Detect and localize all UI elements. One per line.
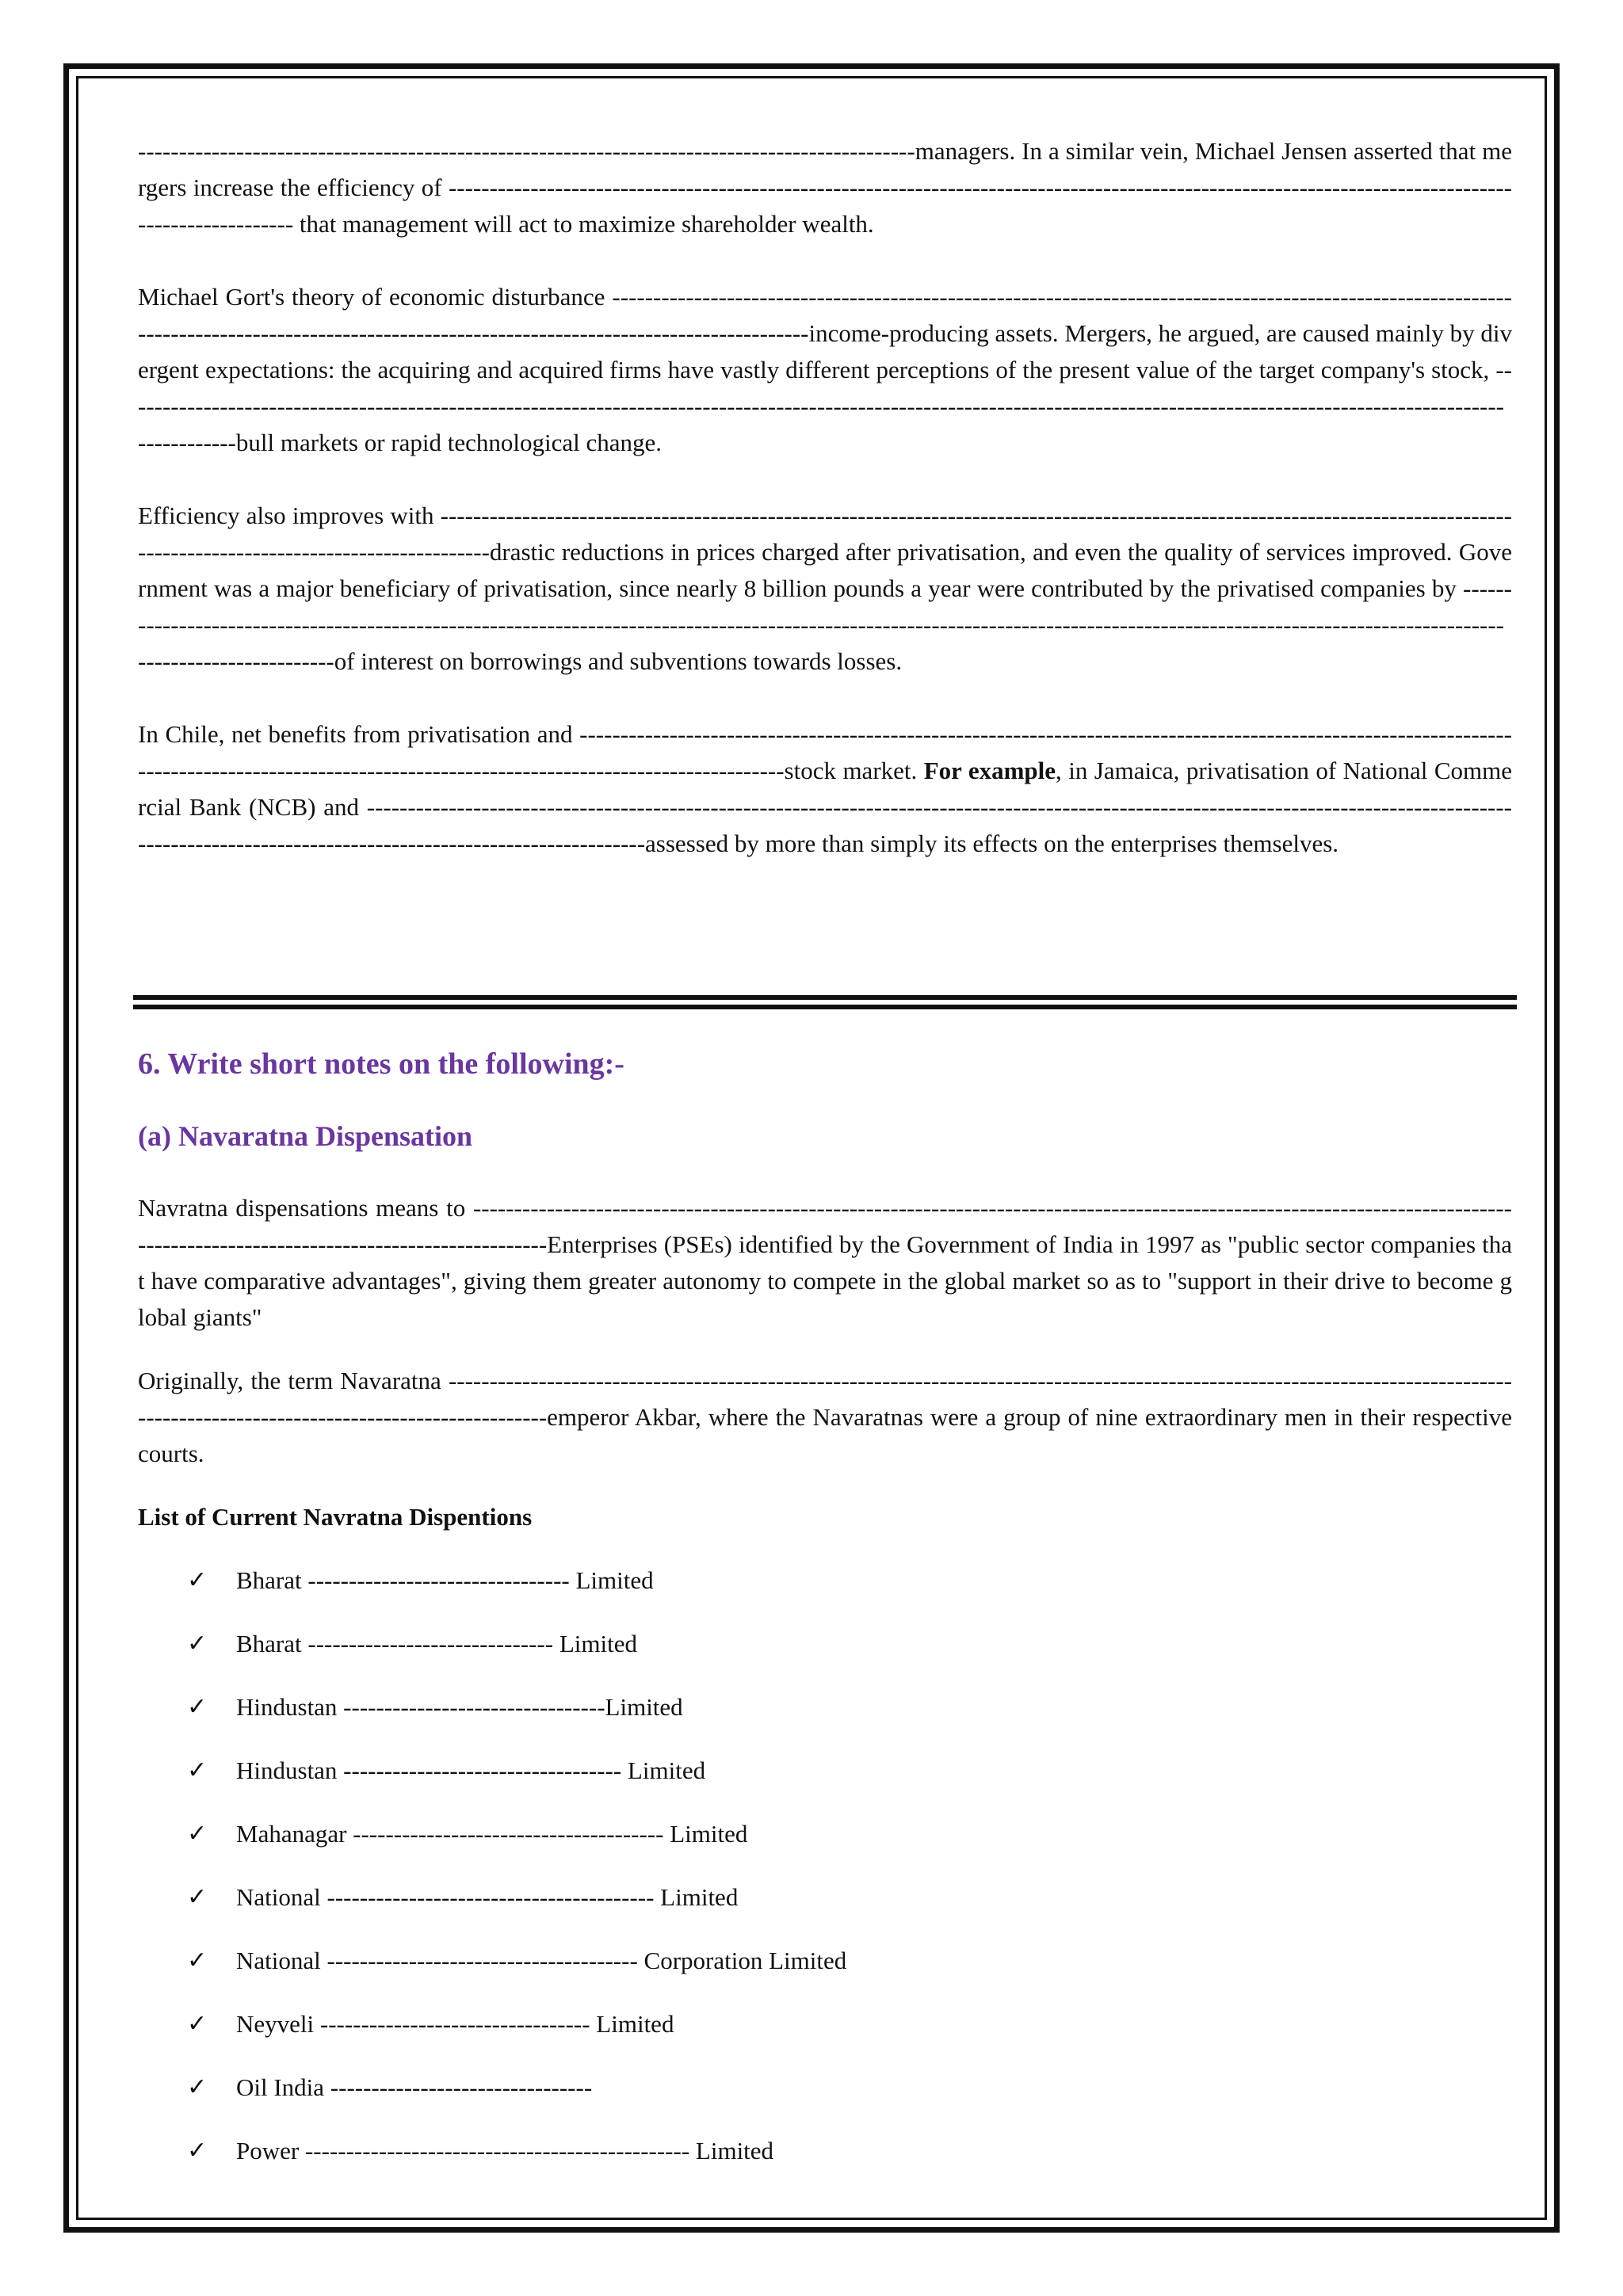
- checkmark-icon: ✓: [187, 1883, 208, 1911]
- list-item: [138, 2006, 1512, 2069]
- section-divider-bottom: [133, 1005, 1517, 1009]
- checkmark-icon: ✓: [187, 2137, 208, 2164]
- list-item-text: Bharat -------------------------------- Limited: [236, 1566, 654, 1594]
- list-item-text: National -------------------------------------- Corporation Limited: [236, 1947, 847, 1974]
- list-item-text: Hindustan --------------------------------Limited: [236, 1693, 683, 1721]
- for-example-bold: For example: [923, 757, 1056, 784]
- checkmark-icon: ✓: [187, 1756, 208, 1784]
- list-item: [138, 1943, 1512, 2006]
- paragraph-gort: Michael Gort's theory of economic disturbance ------------------------------------------------------------------------------------------------------------------------------------------------------------------------------------------------income-producing assets. Mergers, he argued, are caused mainly by divergent expectations: the acquiring and acquired firms have vastly different perceptions of the present value of the target company's stock, -------------------------------------------------------------------------------------------------------------------------------------------------------------------------------------bull markets or rapid technological change.: [138, 283, 1512, 456]
- section-heading: 6. Write short notes on the following:-: [138, 1047, 624, 1081]
- paragraph-navratna-origin: Originally, the term Navaratna ------------------------------------------------------------------------------------------------------------------------------------------------------------------------------------emperor Akbar, where the Navaratnas were a group of nine extraordinary men in their respective courts.: [138, 1367, 1512, 1467]
- page-content-bottom: [138, 1046, 1512, 2196]
- checkmark-icon: ✓: [187, 1693, 208, 1721]
- paragraph-navratna-def: Navratna dispensations means to ---------------------------------------------------------------------------------------------------------------------------------------------------------------------------------Enterprises (PSEs) identified by the Government of India in 1997 as "public sector companies that have comparative advantages", giving them greater autonomy to compete in the global market so as to "support in their drive to become global giants": [138, 1194, 1512, 1331]
- list-item-text: Bharat ------------------------------ Limited: [236, 1630, 637, 1657]
- paragraph-chile-part1: In Chile, net benefits from privatisation and -------------------------------------------------------------------------------------------------------------------------------------------------------------------------------------------------stock market.: [138, 720, 1512, 784]
- list-item-text: Hindustan ---------------------------------- Limited: [236, 1756, 706, 1784]
- checkmark-icon: ✓: [187, 1820, 208, 1848]
- paragraph-efficiency: Efficiency also improves with ------------------------------------------------------------------------------------------------------------------------------------------------------------------------------drastic reductions in prices charged after privatisation, and even the quality of services improved. Government was a major beneficiary of privatisation, since nearly 8 billion pounds a year were contributed by the privatised companies by -----------------------------------------------------------------------------------------------------------------------------------------------------------------------------------------------------of interest on borrowings and subventions towards losses.: [138, 502, 1512, 675]
- list-item-text: Mahanagar -------------------------------------- Limited: [236, 1820, 748, 1848]
- list-item: [138, 2133, 1512, 2196]
- section-subheading: (a) Navaratna Dispensation: [138, 1120, 473, 1152]
- section-divider-top: [133, 995, 1517, 1000]
- list-title: List of Current Navratna Dispentions: [138, 1503, 533, 1531]
- list-item-text: Neyveli --------------------------------- Limited: [236, 2010, 674, 2038]
- list-item: [138, 1689, 1512, 1753]
- list-item: [138, 1562, 1512, 1626]
- checkmark-icon: ✓: [187, 1630, 208, 1657]
- paragraph-chile-part2: , in Jamaica, privatisation of National Commercial Bank (NCB) and ----------------------------------------------------------------------------------------------------------------------------------------------------------------------------------------------------------assessed by more than simply its effects on the enterprises themselves.: [138, 757, 1512, 857]
- checkmark-icon: ✓: [187, 2073, 208, 2101]
- list-item: [138, 2069, 1512, 2133]
- list-item-text: Oil India --------------------------------: [236, 2073, 593, 2101]
- list-item: [138, 1626, 1512, 1689]
- paragraph-jensen: -----------------------------------------------------------------------------------------------managers. In a similar vein, Michael Jensen asserted that mergers increase the efficiency of ----------------------------------------------------------------------------------------------------------------------------------------------------- that management will act to maximize shareholder wealth.: [138, 137, 1512, 238]
- list-item-text: National ---------------------------------------- Limited: [236, 1883, 739, 1911]
- list-item-text: Power ----------------------------------------------- Limited: [236, 2137, 774, 2164]
- list-item: [138, 1753, 1512, 1816]
- checkmark-icon: ✓: [187, 2010, 208, 2038]
- paragraph-chile: [138, 716, 1512, 862]
- checkmark-icon: ✓: [187, 1566, 208, 1594]
- navratna-list: [138, 1562, 1512, 2196]
- checkmark-icon: ✓: [187, 1947, 208, 1974]
- list-item: [138, 1879, 1512, 1943]
- page-content-top: [138, 133, 1512, 898]
- list-item: [138, 1816, 1512, 1879]
